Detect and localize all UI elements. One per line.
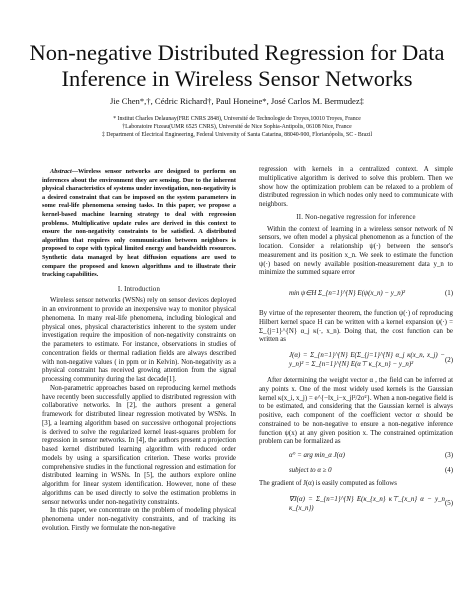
equation-4-body: subject to α ≥ 0: [289, 466, 332, 474]
equation-3-body: α° = arg min_α J(α): [289, 451, 345, 459]
affiliation-list: [20, 115, 454, 140]
abstract-text: —Wireless sensor networks are designed to perform on inferences about the environment they are sensing. Due to the inherent physical characteristics of systems under investigation, non-negativity is a desired constraint that can be imposed on the system parameters in some real-life phenomena sensing tasks. In this paper, we propose a kernel-based machine learning strategy to deal with regression problems. Multiplicative update rules are derived in this context to ensure the non-negativity constraints to be satisfied. A distributed algorithm that requires only communication between neighbors is proposed to cope with typical limited energy and bandwidth resources. Synthetic data managed by heat diffusion equations are used to compare the proposed and known algorithms and to illustrate their tracking capabilities.: [42, 168, 236, 279]
equation-5-body: ∇J(α) = Σ_{n=1}^{N} E(κ_{x_n} κ⊤_{x_n} α − y_n κ_{x_n}): [289, 496, 445, 512]
equation-1: [259, 281, 453, 307]
affiliation-2: †Laboratoire Fizeau(UMR 6525 CNRS), Université de Nice Sophia-Antipolis, 06108 Nice, France: [122, 124, 352, 131]
abstract-label: Abstract: [50, 168, 72, 175]
equation-1-number: (1): [444, 289, 453, 297]
section2-paragraph-3: After determining the weight vector α , the field can be inferred at any points x. One of the most widely used kernels is the Gaussian kernel κ(x_i, x_j) = e^{−‖x_i−x_j‖²/2σ²}. When a non-negative field is to be estimated, and considering that the Gaussian kernel is always positive, each component of the coefficient vector α should be constrained to be non-negative to ensure a non-negative inference function ψ(x) at any given position x. The constrained optimization problem can be formalized as: [259, 377, 453, 446]
section-heading-introduction: I. Introduction: [117, 285, 161, 293]
equation-1-body: min ψ∈H Σ_{n=1}^{N} E(ψ(x_n) − y_n)²: [289, 289, 406, 297]
continued-paragraph: regression with kernels in a centralized context. A simple multiplicative algorithm is derived to solve this problem. Then we show how the optimization problem can be relaxed to a problem of distributed regression in which nodes only need to communicate with neighbors.: [259, 166, 453, 208]
abstract: [42, 168, 236, 280]
equation-2-body: J(α) = Σ_{n=1}^{N} E(Σ_{j=1}^{N} α_j κ(x_n, x_j) − y_n)² = Σ_{n=1}^{N} E(α⊤ κ_{x_n} − y_n)²: [289, 352, 445, 368]
section2-paragraph-4: The gradient of J(α) is easily computed as follows: [259, 480, 397, 487]
equation-2-number: (2): [444, 356, 453, 364]
intro-paragraph-2: Non-parametric approaches based on reproducing kernel methods have recently been successfully applied to distributed regression with collaborative networks. In [2], the authors present a general framework for distributed linear regression motivated by WSNs. In [3], a learning algorithm based on successive orthogonal projections is derived to solve the regularized kernel least-squares problem for regression in sensor networks. In [4], the authors present a projection based kernel distributed learning algorithm with reduced order models by using a sparsification criterion. These works provide comprehensive studies in the functional regression and estimation for distributed learning in WSNs. In [5], the authors explore online algorithm for linear system identification. However, none of these algorithms can be used directly to solve the estimation problems in sensor networks under non-negativity constraints.: [42, 384, 236, 506]
author-list: Jie Chen*,†, Cédric Richard†, Paul Honeine*, José Carlos M. Bermudez‡: [110, 96, 364, 106]
equation-3: [259, 450, 453, 462]
section-heading-nonnegative-regression: II. Non-negative regression for inference: [296, 213, 416, 221]
equation-4-number: (4): [444, 466, 453, 474]
right-column: [259, 166, 453, 521]
section2-paragraph-2: By virtue of the representer theorem, the function ψ(·) of reproducing Hilbert kernel space H can be written with a kernel expansion ψ(·) = Σ_{j=1}^{N} α_j κ(·, x_n). Doing that, the cost function can be written as: [259, 310, 453, 344]
equation-5-number: (5): [444, 500, 453, 508]
equation-3-number: (3): [444, 451, 453, 459]
equation-4: [259, 465, 453, 477]
intro-paragraph-3: In this paper, we concentrate on the problem of modeling physical phenomena under non-negativity constraints, and of tracking its evolution. Firstly we formulate the non-negative: [42, 507, 236, 532]
affiliation-3: ‡ Department of Electrical Engineering, Federal University of Santa Catarina, 88040-900, Florianópolis, SC - Brazil: [101, 132, 373, 139]
section2-paragraph-1: Within the context of learning in a wireless sensor network of N sensors, we often model a physical phenomenon as a function of the location. Consider a relationship ψ(·) between the sensor's measurement and its position x_n. We seek to estimate the function ψ(·) based on newly available position-measurement data y_n to minimize the summed square error: [259, 225, 453, 277]
intro-paragraph-1: Wireless sensor networks (WSNs) rely on sensor devices deployed in an environment to provide an inexpensive way to monitor physical phenomena. In many real-life phenomena, including biological and physical ones, physical characteristics inherent to the system under investigation require the imposition of non-negativity constraints on the parameters to estimate. For instance, observations in studies of concentration fields or thermal radiation fields are always described with non-negative values ( in ppm or in Kelvin). Non-negativity as a physical constraint has received growing attention from the signal processing community during the last decade[1].: [42, 297, 236, 384]
equation-5: [259, 492, 453, 518]
left-column: [42, 168, 236, 534]
paper-title: Non-negative Distributed Regression for Data Inference in Wireless Sensor Networks: [29, 40, 445, 91]
equation-2: [259, 348, 453, 374]
affiliation-1: * Institut Charles Delaunay(FRE CNRS 2848), Université de Technologie de Troyes,10010 Troyes, France: [113, 116, 361, 122]
